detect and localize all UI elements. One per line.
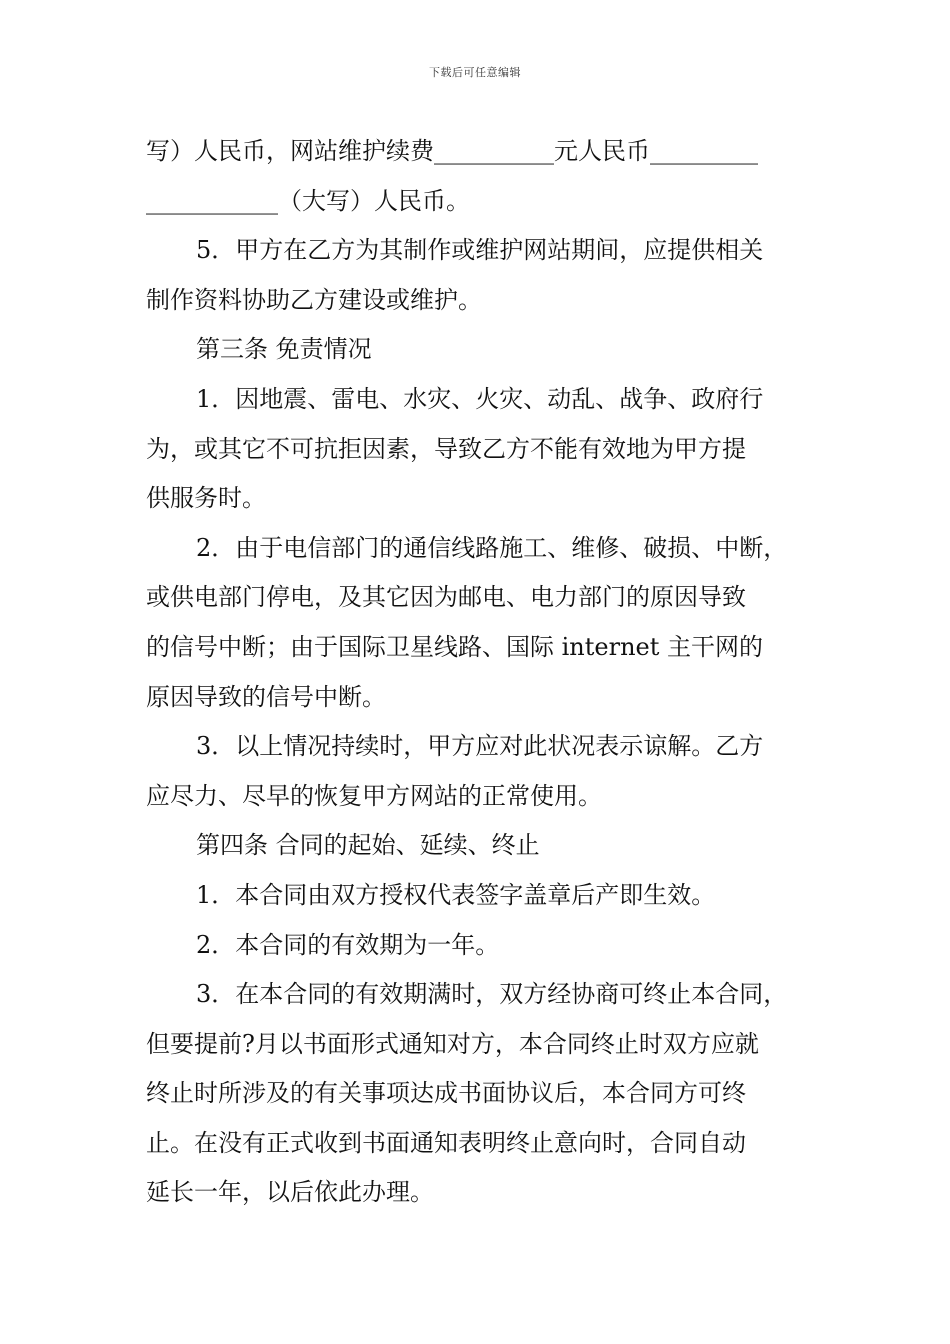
page-header: 下载后可任意编辑 (429, 66, 521, 79)
section-heading: 第四条 合同的起始、延续、终止 (196, 831, 540, 860)
text-line: 1．因地震、雷电、水灾、火灾、动乱、战争、政府行 (196, 384, 764, 413)
section-heading: 第三条 免责情况 (196, 335, 372, 364)
text-line: 2．本合同的有效期为一年。 (196, 930, 500, 959)
text-line: 写）人民币，网站维护续费__________元人民币_________ (146, 137, 758, 165)
text-line: 但要提前?月以书面形式通知对方，本合同终止时双方应就 (146, 1029, 759, 1058)
text-line: 应尽力、尽早的恢复甲方网站的正常使用。 (146, 781, 602, 810)
text-line: 或供电部门停电，及其它因为邮电、电力部门的原因导致 (146, 583, 746, 612)
document-body (146, 127, 810, 1218)
text-line: 的信号中断；由于国际卫星线路、国际 internet 主干网的 (146, 632, 764, 661)
text-line: 3．在本合同的有效期满时，双方经协商可终止本合同， (196, 980, 788, 1009)
text-line: 原因导致的信号中断。 (146, 682, 386, 711)
text-line: 终止时所涉及的有关事项达成书面协议后，本合同方可终 (146, 1079, 746, 1108)
text-line: 2．由于电信部门的通信线路施工、维修、破损、中断， (196, 533, 788, 562)
text-line: 止。在没有正式收到书面通知表明终止意向时，合同自动 (146, 1128, 746, 1157)
text-line: 延长一年，以后依此办理。 (146, 1178, 434, 1207)
text-line: 1．本合同由双方授权代表签字盖章后产即生效。 (196, 880, 716, 909)
text-line: 供服务时。 (146, 484, 266, 513)
text-line: 制作资料协助乙方建设或维护。 (146, 285, 482, 314)
text-line: 3．以上情况持续时，甲方应对此状况表示谅解。乙方 (196, 732, 764, 761)
text-line: ___________（大写）人民币。 (146, 186, 470, 215)
text-line: 5．甲方在乙方为其制作或维护网站期间，应提供相关 (196, 236, 764, 265)
text-line: 为，或其它不可抗拒因素，导致乙方不能有效地为甲方提 (146, 434, 746, 463)
